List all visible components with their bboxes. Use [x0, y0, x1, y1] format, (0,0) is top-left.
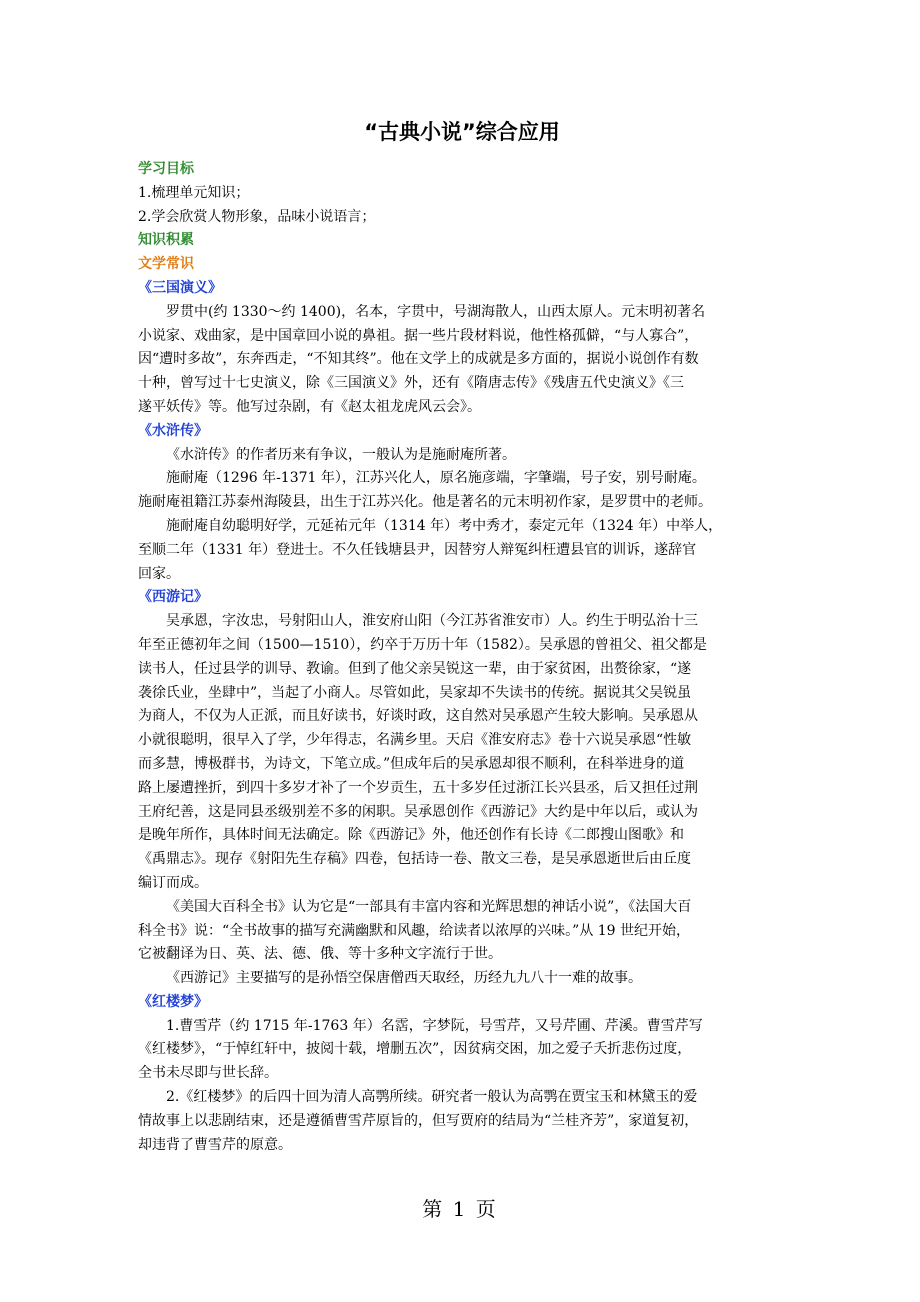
section-title-honglou: 《红楼梦》: [138, 993, 208, 1010]
xiyou-paragraph-3: 《西游记》主要描写的是孙悟空保唐僧西天取经，历经九九八十一难的故事。: [166, 970, 642, 987]
learning-goals-heading: 学习目标: [138, 161, 194, 177]
goal-item-1: 1.梳理单元知识；: [138, 184, 250, 201]
xiyou-paragraph-1: 吴承恩，字汝忠，号射阳山人，淮安府山阳（今江苏省淮安市）人。约生于明弘治十三 年至正德初年之间（1500—1510），约卒于万历十年（1582）。吴承恩的曾祖父、祖父都是 读书人，任过县学的训导、教谕。但到了他父亲吴锐这一辈，由于家贫困，出赘徐家，“遂 袭徐氏业，坐肆中”，当起了小商人。尽管如此，吴家却不失读书的传统。据说其父吴锐虽 为商人，不仅为人正派，而且好读书，好谈时政，这自然对吴承恩产生较大影响。吴承恩从 小就很聪明，很早入了学，少年得志，名满乡里。天启《淮安府志》卷十六说吴承恩“性敏 而多慧，博极群书，为诗文，下笔立成。”但成年后的吴承恩却很不顺利，在科举进身的道 路上屡遭挫折，到四十多岁才补了一个岁贡生，五十多岁任过浙江长兴县丞，后又担任过荆 王府纪善，这是同县丞级别差不多的闲职。吴承恩创作《西游记》大约是中年以后，或认为 是晚年所作，具体时间无法确定。除《西游记》外，他还创作有长诗《二郎搜山图歌》和 《禹鼎志》。现存《射阳先生存稿》四卷，包括诗一卷、散文三卷，是吴承恩逝世后由丘度 编订而成。: [138, 613, 707, 891]
knowledge-heading: 知识积累: [138, 232, 194, 249]
section-title-xiyou: 《西游记》: [138, 589, 208, 606]
section-title-sanguo: 《三国演义》: [138, 279, 222, 296]
literature-heading: 文学常识: [138, 256, 194, 273]
xiyou-paragraph-2: 《美国大百科全书》认为它是“一部具有丰富内容和光辉思想的神话小说”，《法国大百 科全书》说：“全书故事的描写充满幽默和风趣，给读者以浓厚的兴味。”从 19 世纪开始， 它被翻译为日、英、法、德、俄、等十多种文字流行于世。: [138, 898, 692, 963]
shuihu-paragraph-1: 《水浒传》的作者历来有争议，一般认为是施耐庵所著。: [166, 446, 516, 463]
goal-item-2: 2.学会欣赏人物形象，品味小说语言；: [138, 208, 376, 225]
shuihu-paragraph-2: 施耐庵（1296 年-1371 年），江苏兴化人，原名施彦端，字肇端，号子安，别号耐庵。 施耐庵祖籍江苏泰州海陵县，出生于江苏兴化。他是著名的元末明初作家，是罗贯中的老师。: [138, 470, 712, 511]
honglou-paragraph-1: 1.曹雪芹（约 1715 年-1763 年）名霑，字梦阮，号雪芹，又号芹圃、芹溪。曹雪芹写 《红楼梦》，“于悼红轩中，披阅十载，增删五次”，因贫病交困，加之爱子夭折悲伤过度， 全书未尽即与世长辞。: [138, 1017, 703, 1082]
shuihu-paragraph-3: 施耐庵自幼聪明好学，元延祐元年（1314 年）考中秀才，泰定元年（1324 年）中举人， 至顺二年（1331 年）登进士。不久任钱塘县尹，因替穷人辩冤纠枉遭县官的训诉，遂辞官 回家。: [138, 517, 723, 582]
document-page: [138, 118, 786, 1157]
honglou-paragraph-2: 2.《红楼梦》的后四十回为清人高鹗所续。研究者一般认为高鹗在贾宝玉和林黛玉的爱 情故事上以悲剧结束，还是遵循曹雪芹原旨的，但写贾府的结局为“兰桂齐芳”，家道复初， 却违背了曹雪芹的原意。: [138, 1089, 699, 1153]
sanguo-paragraph-1: 罗贯中(约 1330～约 1400)，名本，字贯中，号湖海散人，山西太原人。元末明初著名 小说家、戏曲家，是中国章回小说的鼻祖。据一些片段材料说，他性格孤僻，“与人寡合”， 因“遭时多故”，东奔西走，“不知其终”。他在文学上的成就是多方面的，据说小说创作有数 十种，曾写过十七史演义，除《三国演义》外，还有《隋唐志传》《残唐五代史演义》《三 遂平妖传》等。他写过杂剧，有《赵太祖龙虎风云会》。: [138, 303, 706, 415]
page-number: 第 1 页: [422, 1197, 498, 1221]
document-title: “古典小说”综合应用: [364, 120, 560, 144]
section-title-shuihu: 《水浒传》: [138, 422, 208, 439]
